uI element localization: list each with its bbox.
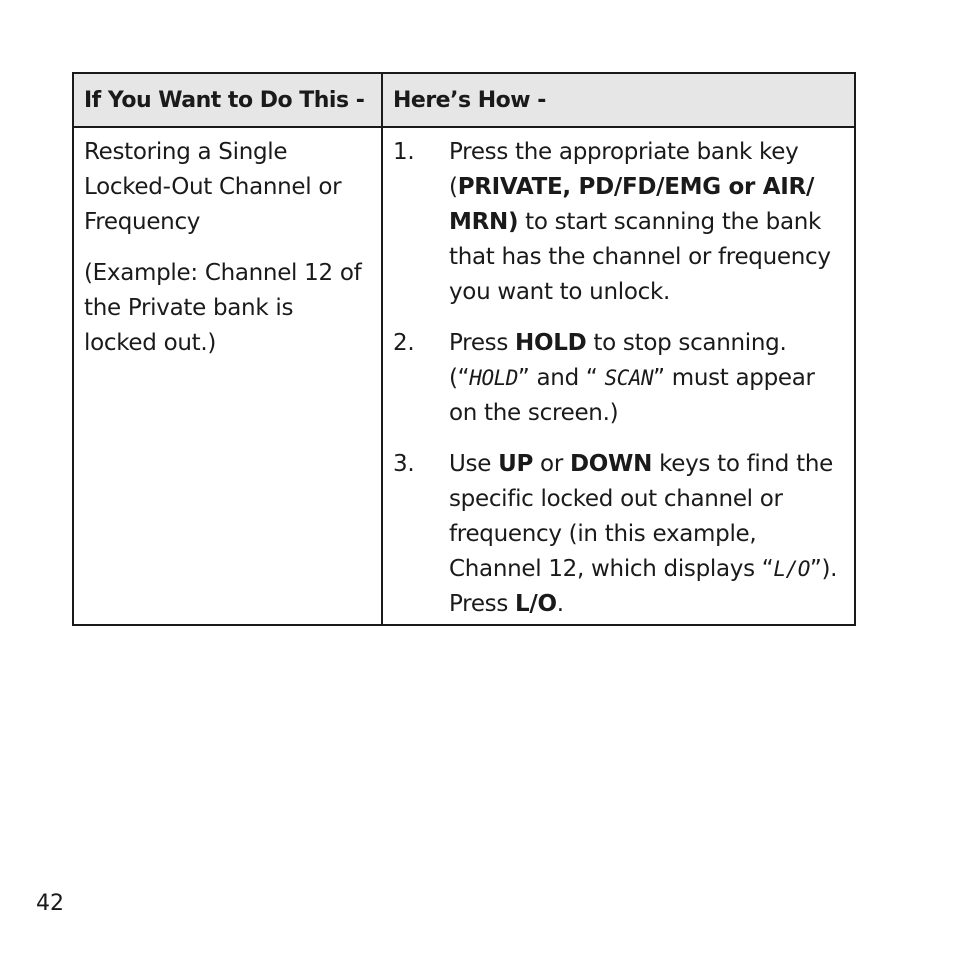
table-header-row xyxy=(73,73,855,127)
page-number: 42 xyxy=(36,891,64,916)
text: ” must appear on the screen.) xyxy=(449,365,815,426)
lo-key: L/O xyxy=(515,591,557,617)
text: keys to find the specific locked out channel or frequency (in this example, Channel 12, which displays “ xyxy=(449,451,833,582)
step-number: 1. xyxy=(393,139,415,165)
text: Use xyxy=(449,451,499,477)
steps-cell xyxy=(382,127,855,625)
header-heres-how: Here’s How - xyxy=(382,73,855,127)
header-want-to-do: If You Want to Do This - xyxy=(73,73,382,127)
task-example: (Example: Channel 12 of the Private bank is locked out.) xyxy=(84,260,362,356)
task-title: Restoring a Single Locked-Out Channel or Frequency xyxy=(84,139,342,235)
step-text xyxy=(449,326,844,431)
lcd-lo: L/O xyxy=(773,557,810,581)
lcd-hold: HOLD xyxy=(469,366,518,390)
step-number: 3. xyxy=(393,451,415,477)
up-key: UP xyxy=(498,451,534,477)
table-row xyxy=(73,127,855,625)
text: to start scanning the bank that has the channel or frequency you want to unlock. xyxy=(449,209,831,305)
text: to stop scanning. (“ xyxy=(449,330,787,391)
hold-key: HOLD xyxy=(515,330,587,356)
step-2 xyxy=(393,326,844,431)
task-cell xyxy=(73,127,382,625)
text: ”). Press xyxy=(449,556,838,617)
text: . xyxy=(556,591,564,617)
text: Press xyxy=(449,330,516,356)
text: or xyxy=(533,451,570,477)
step-text xyxy=(449,135,844,310)
step-number: 2. xyxy=(393,330,415,356)
lcd-scan: SCAN xyxy=(604,366,654,390)
bank-keys: PRIVATE, PD/FD/EMG or AIR/ MRN) xyxy=(449,174,815,235)
step-1 xyxy=(393,135,844,310)
text: Press the appropriate bank key ( xyxy=(449,139,799,200)
instruction-table xyxy=(72,72,856,626)
step-3 xyxy=(393,447,844,622)
text: ” and “ xyxy=(517,365,605,391)
down-key: DOWN xyxy=(569,451,653,477)
step-text xyxy=(449,447,844,622)
